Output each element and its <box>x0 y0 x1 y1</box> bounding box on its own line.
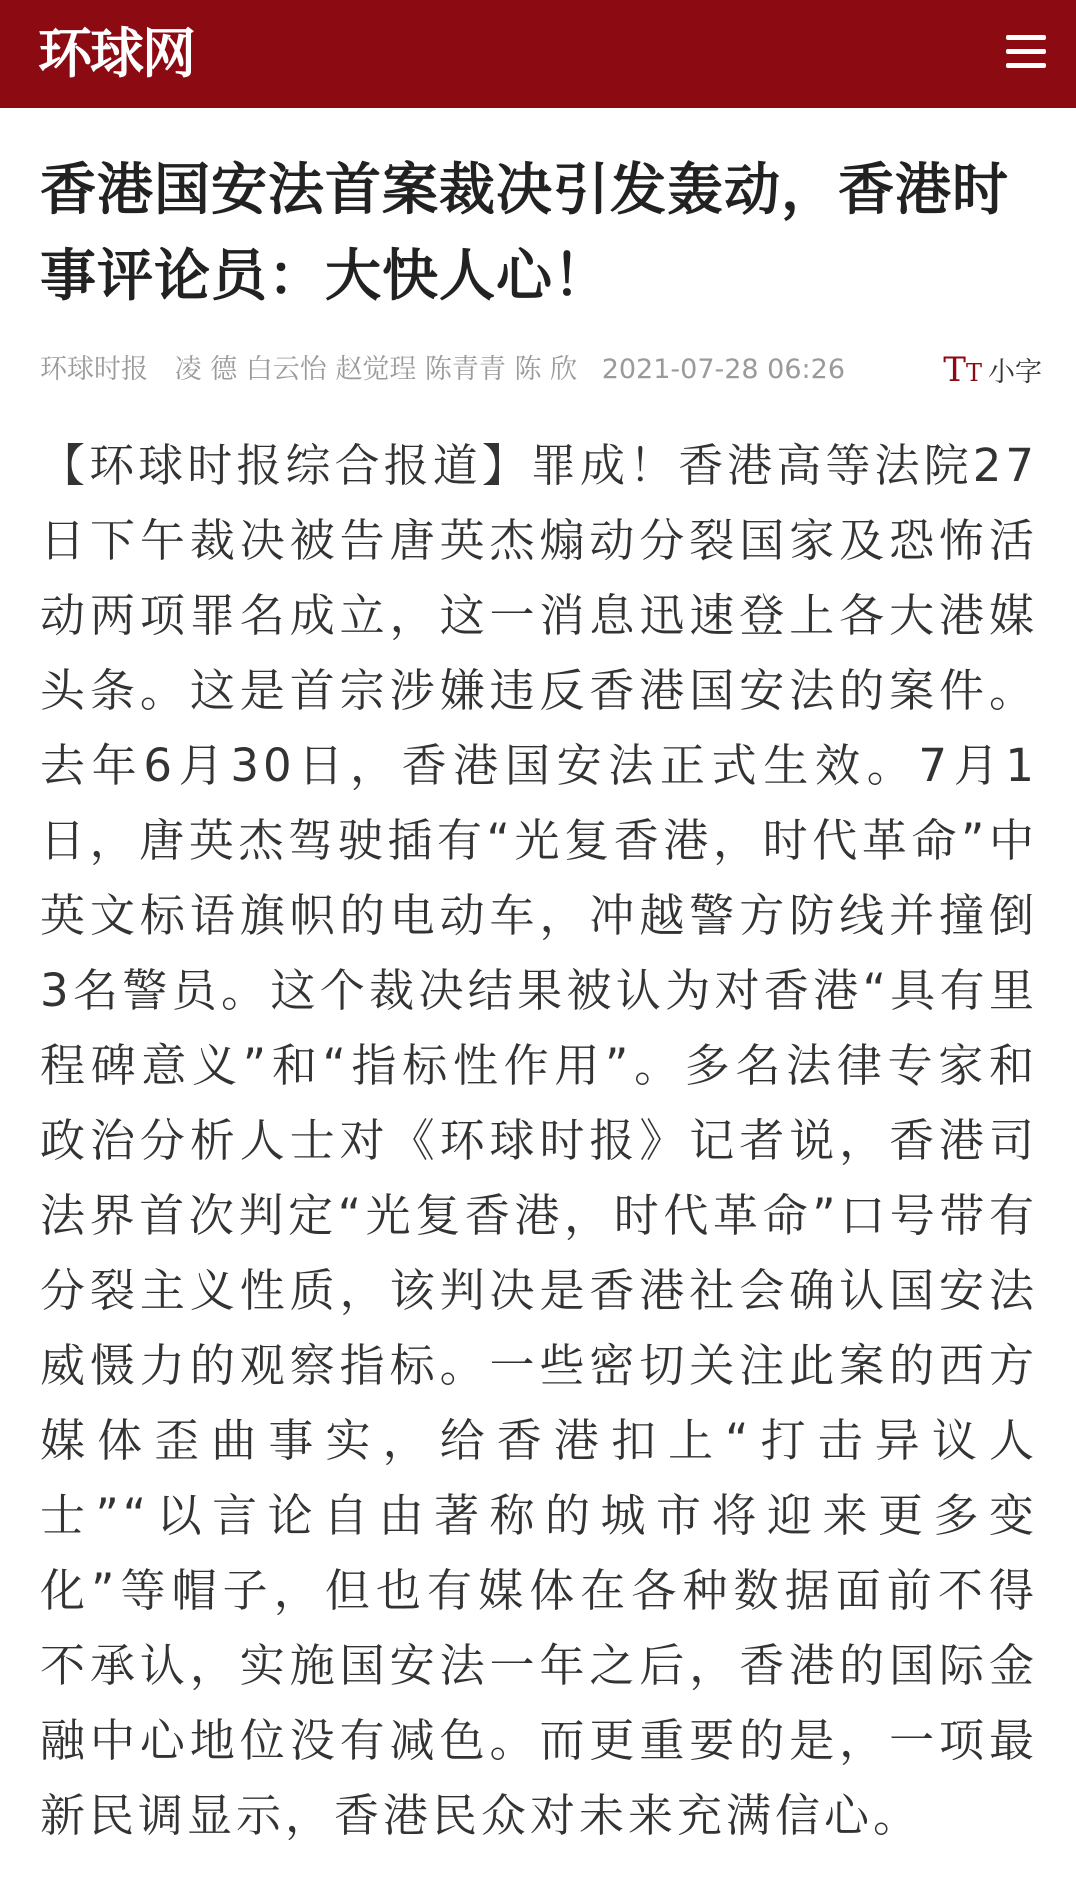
article-datetime: 2021-07-28 06:26 <box>601 354 845 385</box>
top-header-bar <box>0 0 1076 108</box>
site-logo[interactable]: 环球网 <box>38 22 194 85</box>
hamburger-menu-icon[interactable] <box>1002 28 1050 76</box>
text-size-icon: TT <box>943 350 982 390</box>
menu-line <box>1006 63 1046 68</box>
font-size-toggle-button[interactable] <box>943 350 1042 390</box>
article-authors: 凌 德 白云怡 赵觉珵 陈青青 陈 欣 <box>174 354 578 385</box>
font-size-toggle-label: 小字 <box>988 357 1042 388</box>
article-meta <box>40 350 863 390</box>
article-body: 【环球时报综合报道】罪成！香港高等法院27日下午裁决被告唐英杰煽动分裂国家及恐怖活动两项罪名成立，这一消息迅速登上各大港媒头条。这是首宗涉嫌违反香港国安法的案件。去年6月30日，香港国安法正式生效。7月1日，唐英杰驾驶插有“光复香港，时代革命”中英文标语旗帜的电动车，冲越警方防线并撞倒3名警员。这个裁决结果被认为对香港“具有里程碑意义”和“指标性作用”。多名法律专家和政治分析人士对《环球时报》记者说，香港司法界首次判定“光复香港，时代革命”口号带有分裂主义性质，该判决是香港社会确认国安法威慑力的观察指标。一些密切关注此案的西方媒体歪曲事实，给香港扣上“打击异议人士”“以言论自由著称的城市将迎来更多变化”等帽子，但也有媒体在各种数据面前不得不承认，实施国安法一年之后，香港的国际金融中心地位没有减色。而更重要的是，一项最新民调显示，香港民众对未来充满信心。 <box>40 439 1038 1842</box>
menu-line <box>1006 49 1046 54</box>
article-title: 香港国安法首案裁决引发轰动，香港时事评论员：大快人心！ <box>40 158 1009 309</box>
menu-line <box>1006 35 1046 40</box>
article-source: 环球时报 <box>40 354 148 385</box>
